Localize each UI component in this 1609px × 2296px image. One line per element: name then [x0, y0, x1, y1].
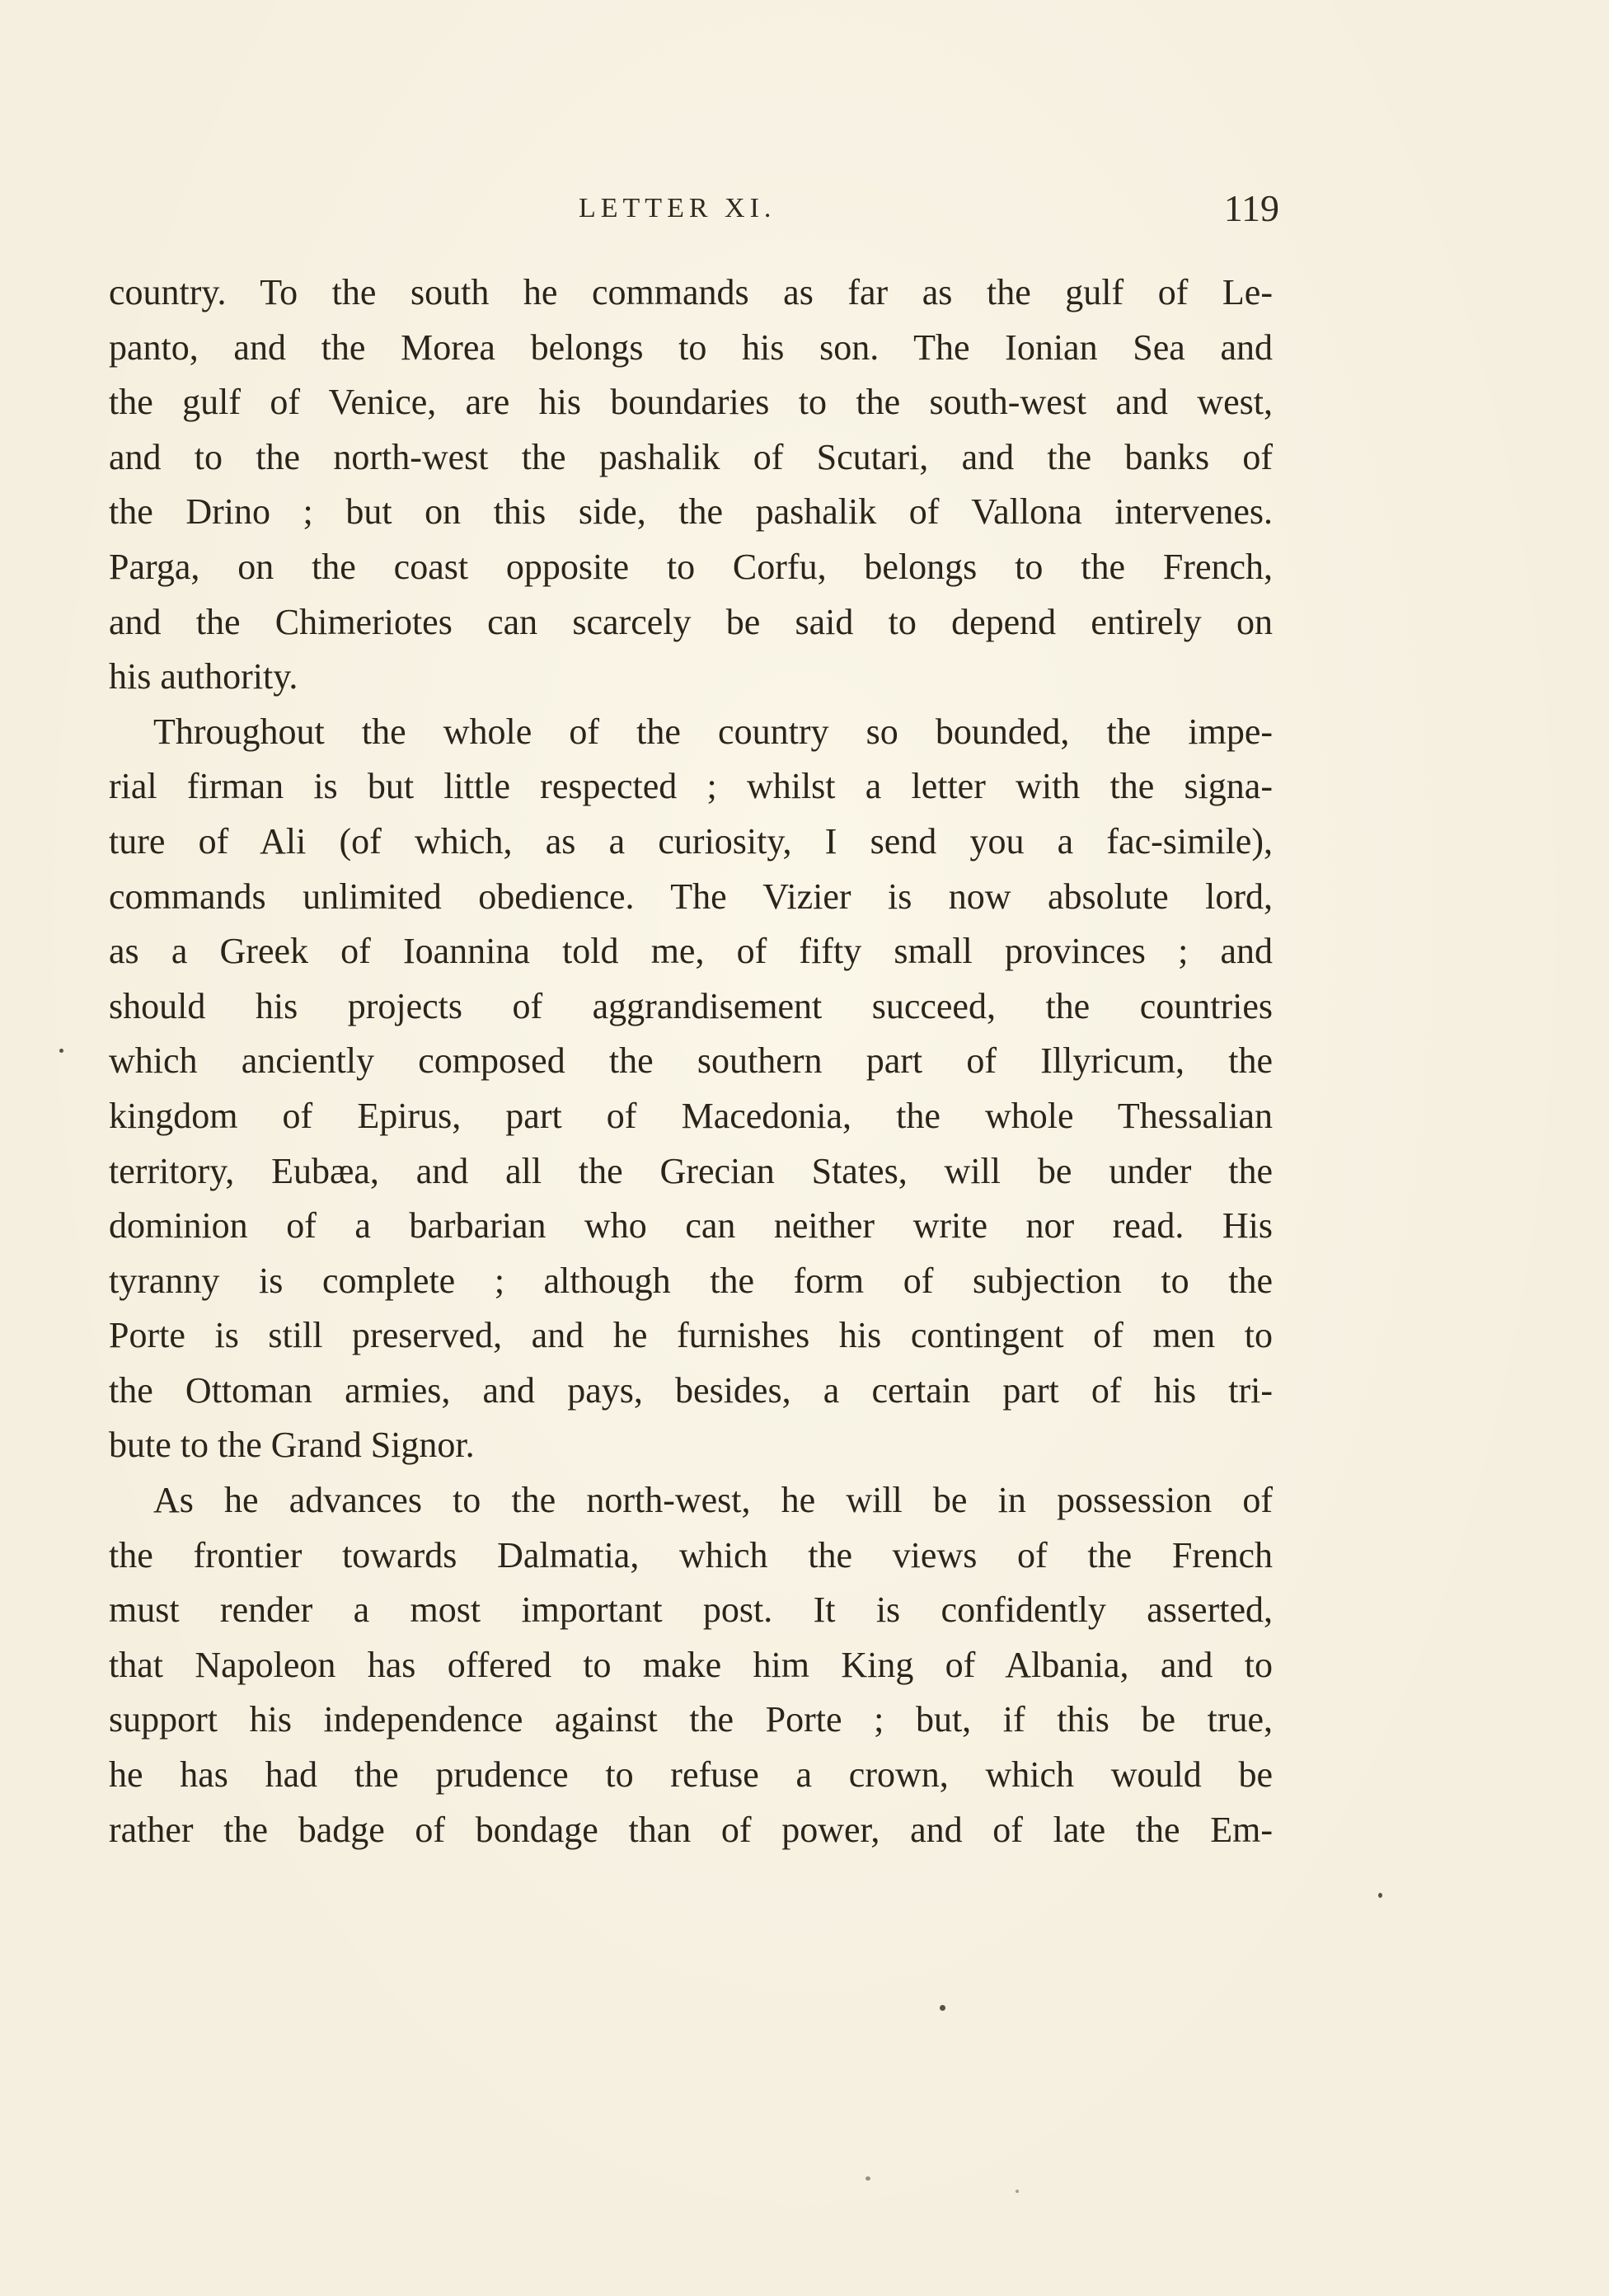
paragraph-start: Throughout the whole of the country so bounded, the impe- — [153, 711, 1273, 752]
text-line: bute to the Grand Signor. — [109, 1425, 475, 1466]
text-line: kingdom of Epirus, part of Macedonia, the whole Thessalian — [109, 1095, 1273, 1136]
text-line: ture of Ali (of which, as a curiosity, I send you a fac-simile), — [109, 820, 1273, 862]
paper-speck — [865, 2176, 870, 2181]
text-line: that Napoleon has offered to make him King of Albania, and to — [109, 1644, 1273, 1685]
paragraph-start: As he advances to the north-west, he will be in possession of — [153, 1480, 1273, 1521]
text-line: as a Greek of Ioannina told me, of fifty small provinces ; and — [109, 931, 1273, 972]
text-line: which anciently composed the southern part of Illyricum, the — [109, 1040, 1273, 1082]
text-line: Porte is still preserved, and he furnishes his contingent of men to — [109, 1315, 1273, 1356]
text-line: territory, Eubæa, and all the Grecian States, will be under the — [109, 1150, 1273, 1191]
text-line: rather the badge of bondage than of power, and of late the Em- — [109, 1809, 1273, 1850]
text-line: must render a most important post. It is confidently asserted, — [109, 1589, 1273, 1631]
text-line: he has had the prudence to refuse a crown, which would be — [109, 1754, 1273, 1796]
page-number: 119 — [1223, 187, 1279, 229]
text-line: the frontier towards Dalmatia, which the views of the French — [109, 1534, 1273, 1575]
running-head — [109, 186, 1279, 236]
running-title: LETTER XI. — [579, 193, 776, 223]
text-line: the gulf of Venice, are his boundaries to the south-west and west, — [109, 382, 1273, 423]
text-line: the Drino ; but on this side, the pashalik of Vallona intervenes. — [109, 491, 1273, 533]
text-line: panto, and the Morea belongs to his son. The Ionian Sea and — [109, 326, 1273, 368]
paper-speck — [1016, 2190, 1019, 2193]
text-line: and the Chimeriotes can scarcely be said to depend entirely on — [109, 601, 1273, 642]
text-line: dominion of a barbarian who can neither write nor read. His — [109, 1205, 1273, 1247]
text-line: Parga, on the coast opposite to Corfu, belongs to the French, — [109, 546, 1273, 587]
text-line: the Ottoman armies, and pays, besides, a certain part of his tri- — [109, 1369, 1273, 1411]
text-line: should his projects of aggrandisement succeed, the countries — [109, 985, 1273, 1026]
body-text — [109, 265, 1273, 1857]
text-line: support his independence against the Porte ; but, if this be true, — [109, 1699, 1273, 1740]
paper-speck — [59, 1049, 63, 1053]
paper-speck — [940, 2005, 945, 2011]
text-line: his authority. — [109, 656, 298, 697]
text-line: commands unlimited obedience. The Vizier is now absolute lord, — [109, 876, 1273, 917]
text-line: tyranny is complete ; although the form of subjection to the — [109, 1260, 1273, 1301]
paper-speck — [1378, 1893, 1382, 1898]
text-line: and to the north-west the pashalik of Scutari, and the banks of — [109, 436, 1273, 477]
text-line: rial firman is but little respected ; whilst a letter with the signa- — [109, 766, 1273, 807]
text-line: country. To the south he commands as far as the gulf of Le- — [109, 272, 1273, 312]
